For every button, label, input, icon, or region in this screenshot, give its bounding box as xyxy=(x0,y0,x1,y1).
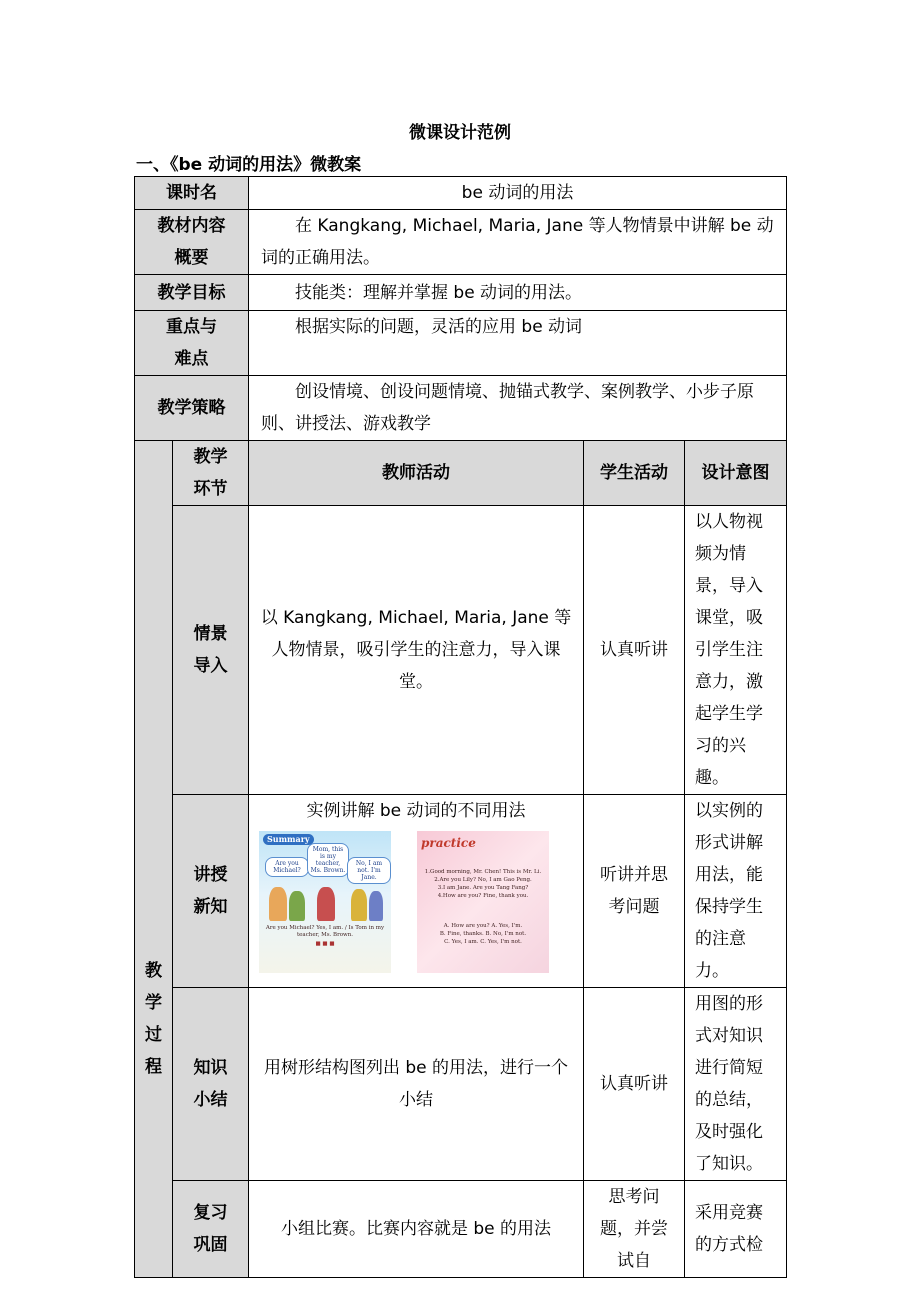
teacher-activity: 小组比赛。比赛内容就是 be 的用法 xyxy=(249,1181,584,1278)
teacher-activity-text: 实例讲解 be 动词的不同用法 xyxy=(306,801,526,821)
key-points-value: 根据实际的问题，灵活的应用 be 动词 xyxy=(249,311,787,376)
table-row xyxy=(135,795,787,988)
table-row xyxy=(135,506,787,795)
section-heading: 一、《be 动词的用法》微教案 xyxy=(136,155,362,175)
lesson-name-label: 课时名 xyxy=(135,177,249,210)
teacher-activity: 用树形结构图列出 be 的用法，进行一个小结 xyxy=(249,988,584,1181)
practice-line: 1.Good morning, Mr. Chen! This is Mr. Li. xyxy=(424,869,542,875)
teacher-activity xyxy=(249,795,584,988)
student-activity: 认真听讲 xyxy=(584,506,685,795)
process-label xyxy=(135,441,173,1278)
design-intent: 以实例的形式讲解用法，能保持学生的注意力。 xyxy=(685,795,787,988)
stage-line1: 知识 xyxy=(193,1058,228,1078)
person-figure xyxy=(269,887,287,921)
stage-cell xyxy=(173,1181,249,1278)
lesson-plan-table xyxy=(134,176,787,1278)
summary-text: Are you Michael? Yes, I am. / Is Tom in my teacher, Ms. Brown. xyxy=(265,925,385,938)
table-row xyxy=(135,988,787,1181)
stage-cell xyxy=(173,795,249,988)
key-points-label xyxy=(135,311,249,376)
process-label-char: 学 xyxy=(145,993,162,1013)
teacher-activity: 以 Kangkang, Michael, Maria, Jane 等人物情景，吸引学生的注意力，导入课堂。 xyxy=(249,506,584,795)
lesson-name-value: be 动词的用法 xyxy=(249,177,787,210)
student-header: 学生活动 xyxy=(584,441,685,506)
person-figure xyxy=(369,891,383,921)
practice-slide-image xyxy=(417,831,549,973)
stage-header-line1: 教学 xyxy=(193,447,228,467)
student-activity: 认真听讲 xyxy=(584,988,685,1181)
practice-line: 3.I am Jane. Are you Tang Fang? xyxy=(437,885,529,891)
strategy-label: 教学策略 xyxy=(135,376,249,441)
table-row xyxy=(135,1181,787,1278)
key-points-label-line2: 难点 xyxy=(174,349,209,369)
process-label-char: 教 xyxy=(145,961,162,981)
stage-line1: 情景 xyxy=(193,624,228,644)
document-title: 微课设计范例 xyxy=(409,123,511,143)
process-label-char: 程 xyxy=(145,1057,162,1077)
person-figure xyxy=(289,891,305,921)
stage-header-line2: 环节 xyxy=(193,479,228,499)
slide-images xyxy=(249,827,583,973)
stage-header xyxy=(173,441,249,506)
person-figure xyxy=(351,889,367,921)
summary-bubble: Mom, this is my teacher, Ms. Brown. xyxy=(307,843,349,877)
teacher-header: 教师活动 xyxy=(249,441,584,506)
summary-slide-image xyxy=(259,831,391,973)
practice-line: C. Yes, I am. C. Yes, I'm not. xyxy=(444,939,522,945)
design-intent: 采用竞赛的方式检 xyxy=(685,1181,787,1278)
practice-line: 4.How are you? Fine, thank you. xyxy=(437,893,529,899)
strategy-value: 创设情境、创设问题情境、抛锚式教学、案例教学、小步子原则、讲授法、游戏教学 xyxy=(249,376,787,441)
stage-line1: 复习 xyxy=(193,1203,228,1223)
stage-line1: 讲授 xyxy=(193,865,228,885)
person-figure xyxy=(317,887,335,921)
practice-line: B. Fine, thanks. B. No, I'm not. xyxy=(439,931,527,937)
stage-line2: 导入 xyxy=(193,656,228,676)
summary-banner: Summary xyxy=(263,834,314,845)
stage-line2: 小结 xyxy=(193,1090,228,1110)
intent-header: 设计意图 xyxy=(685,441,787,506)
design-intent: 用图的形式对知识进行简短的总结，及时强化了知识。 xyxy=(685,988,787,1181)
stage-line2: 新知 xyxy=(193,897,228,917)
design-intent: 以人物视频为情景，导入课堂，吸引学生注意力，激起学生学习的兴趣。 xyxy=(685,506,787,795)
overview-value: 在 Kangkang, Michael, Maria, Jane 等人物情景中讲解 be 动词的正确用法。 xyxy=(249,210,787,275)
objective-label: 教学目标 xyxy=(135,275,249,311)
practice-line: A. How are you? A. Yes, I'm. xyxy=(443,923,523,929)
objective-value: 技能类：理解并掌握 be 动词的用法。 xyxy=(249,275,787,311)
summary-dots: ■ ■ ■ xyxy=(315,941,335,947)
key-points-label-line1: 重点与 xyxy=(166,317,217,337)
student-activity: 思考问题，并尝试自 xyxy=(584,1181,685,1278)
process-label-char: 过 xyxy=(145,1025,162,1045)
overview-label xyxy=(135,210,249,275)
practice-banner: practice xyxy=(421,836,476,850)
summary-bubble: Are you Michael? xyxy=(265,857,309,877)
stage-cell xyxy=(173,988,249,1181)
summary-bubble: No, I am not. I'm Jane. xyxy=(347,857,391,884)
student-activity: 听讲并思考问题 xyxy=(584,795,685,988)
stage-line2: 巩固 xyxy=(193,1235,228,1255)
practice-line: 2.Are you Lily? No, I am Gao Peng. xyxy=(434,877,532,883)
overview-label-line1: 教材内容 xyxy=(157,216,226,236)
overview-label-line2: 概要 xyxy=(174,248,209,268)
stage-cell xyxy=(173,506,249,795)
